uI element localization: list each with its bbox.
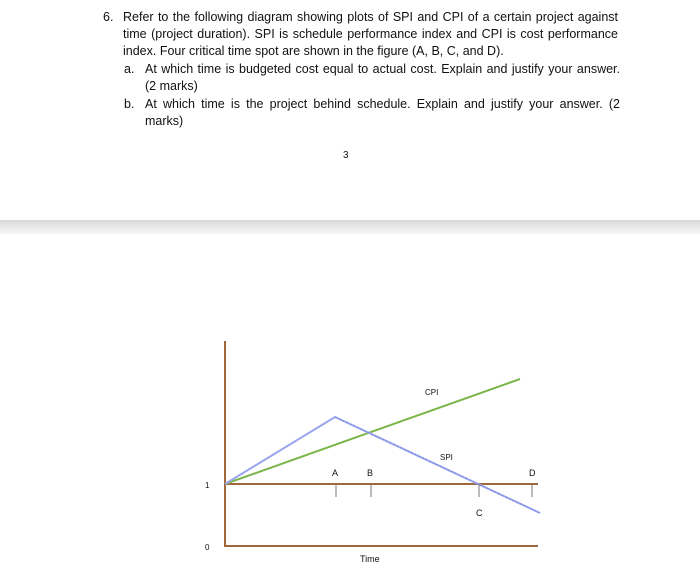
question-number: 6. (103, 10, 114, 24)
page-separator (0, 220, 700, 234)
part-a-text: At which time is budgeted cost equal to actual cost. Explain and justify your answer. (2 marks) (145, 62, 620, 94)
spi-line (225, 417, 540, 513)
y-tick-1: 1 (205, 481, 210, 490)
label-b: B (367, 468, 374, 478)
part-a-letter: a. (124, 62, 135, 76)
spi-line-texture (335, 417, 540, 513)
label-a: A (332, 468, 339, 478)
spi-label: SPI (440, 453, 453, 462)
y-tick-0: 0 (205, 543, 210, 552)
label-c: C (476, 508, 483, 518)
page-number: 3 (343, 150, 349, 161)
spi-cpi-chart (0, 234, 700, 573)
x-axis-label: Time (360, 554, 380, 564)
part-b-text: At which time is the project behind schedule. Explain and justify your answer. (2 marks) (145, 97, 620, 129)
cpi-label: CPI (425, 388, 439, 397)
part-b-letter: b. (124, 97, 135, 111)
label-d: D (529, 468, 536, 478)
question-page (0, 0, 700, 220)
question-text: Refer to the following diagram showing plots of SPI and CPI of a certain project against time (project duration). SPI is schedule performance index and CPI is cost performance index. Four critical time spot are shown in the figure (A, B, C, and D). (123, 10, 618, 59)
diagram-page (0, 234, 700, 573)
